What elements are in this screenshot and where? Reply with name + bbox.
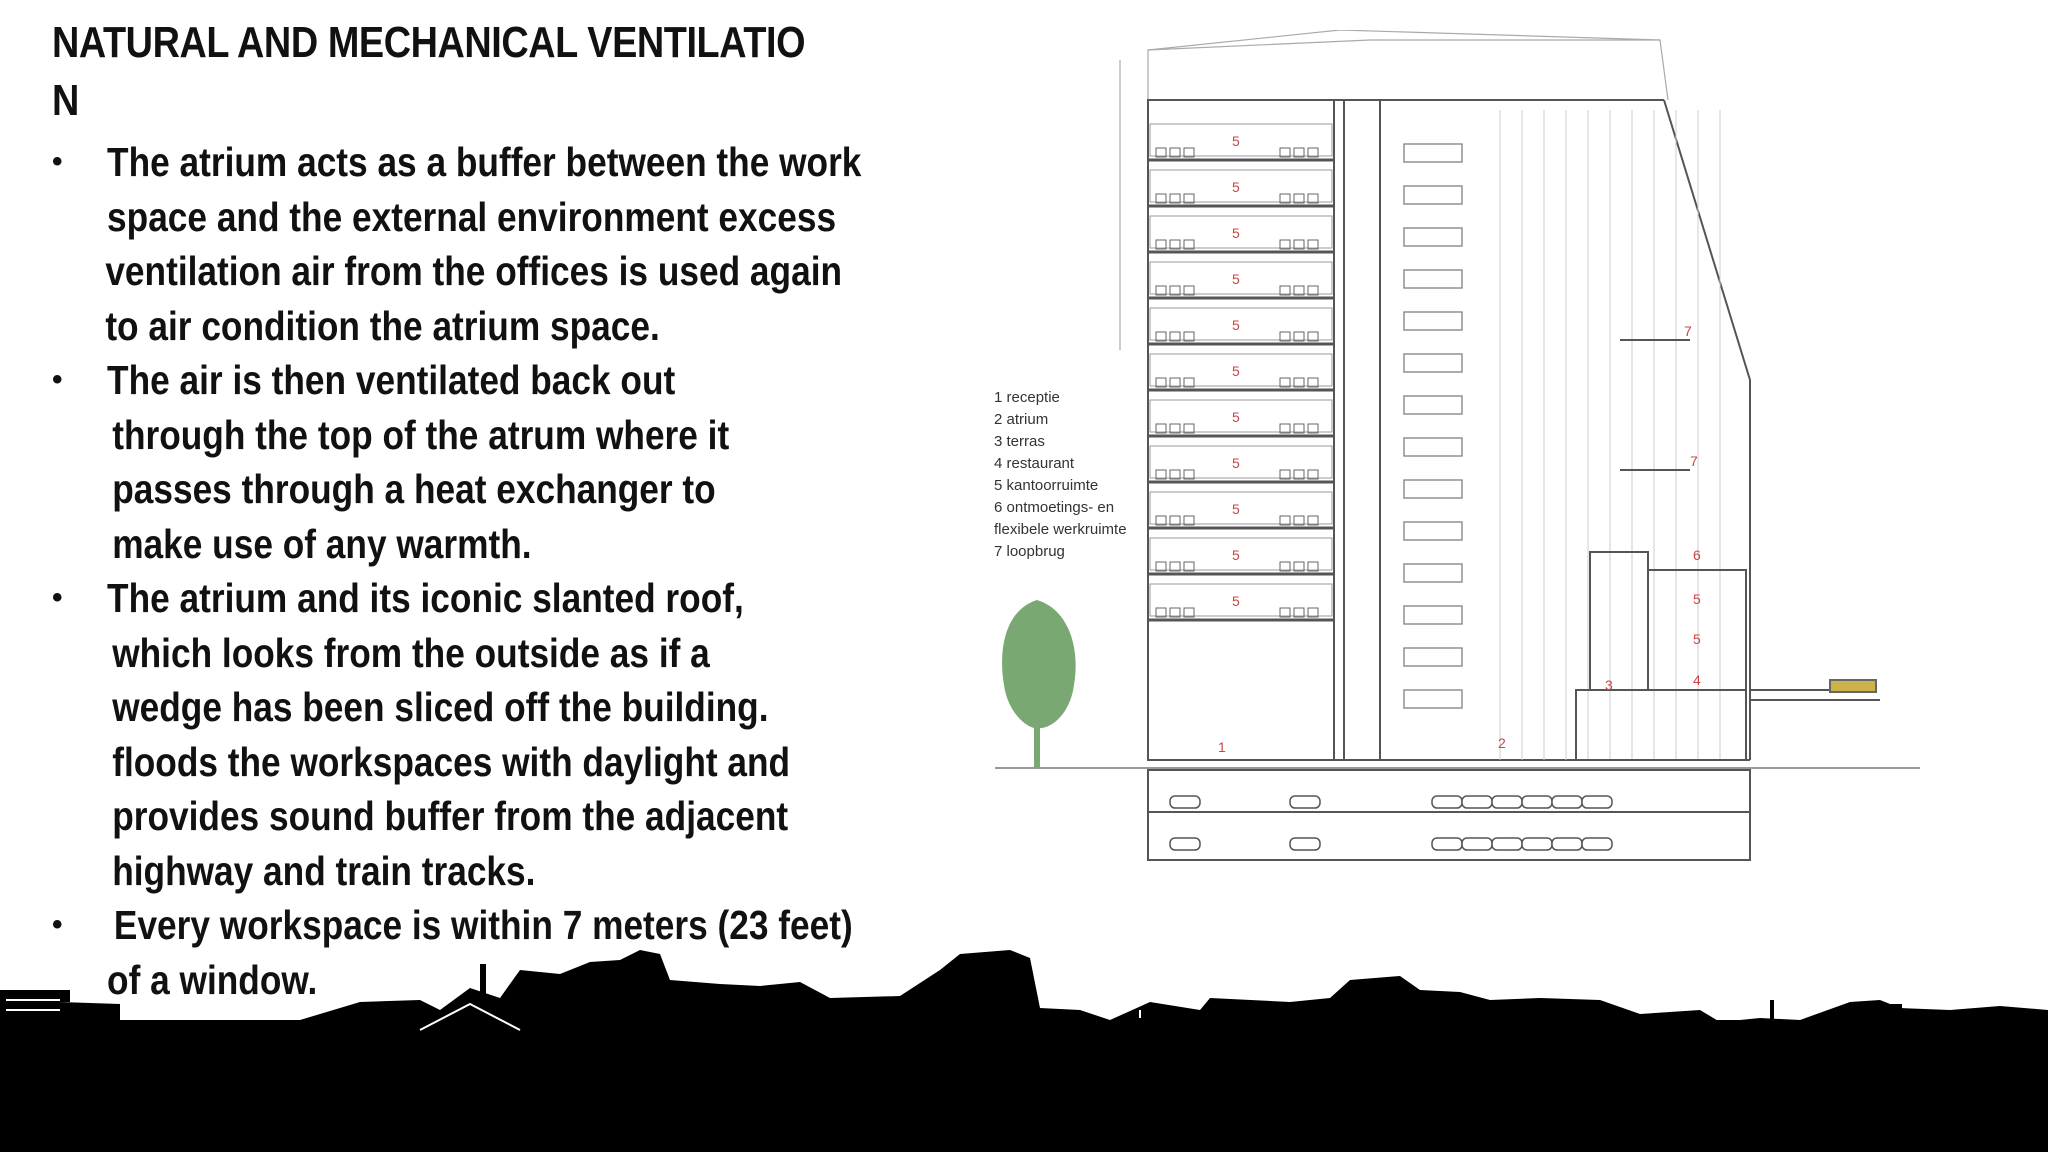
office-room [1150, 170, 1332, 202]
legend [994, 389, 1127, 560]
atrium-balcony [1404, 438, 1462, 456]
label-office-low-2: 5 [1693, 631, 1701, 647]
car [1170, 796, 1200, 808]
office-room [1150, 308, 1332, 340]
glass-roof-outline [1120, 30, 1668, 350]
car [1492, 838, 1522, 850]
bullet-item [52, 353, 952, 571]
legend-item: 1 receptie [994, 389, 1060, 406]
car [1582, 796, 1612, 808]
bullet-line: space and the external environment excess [107, 193, 837, 240]
label-restaurant: 4 [1693, 672, 1701, 688]
car [1552, 838, 1582, 850]
legend-item: 2 atrium [994, 411, 1049, 428]
floor-label: 5 [1232, 271, 1240, 287]
main-building [1148, 100, 1750, 760]
atrium-balcony [1404, 144, 1462, 162]
legend-item: flexibele werkruimte [994, 521, 1127, 538]
label-terrace: 3 [1605, 677, 1613, 693]
car [1522, 796, 1552, 808]
legend-item: 7 loopbrug [994, 543, 1065, 560]
office-floors [1148, 124, 1334, 620]
car [1290, 796, 1320, 808]
atrium-balcony [1404, 396, 1462, 414]
bullet-marker: • [52, 908, 63, 941]
bullet-item [52, 135, 952, 353]
bullet-line: to air condition the atrium space. [105, 302, 660, 349]
legend-item: 4 restaurant [994, 455, 1075, 472]
bullet-line: The air is then ventilated back out [107, 357, 676, 403]
office-room [1150, 400, 1332, 432]
label-office-low-1: 5 [1693, 591, 1701, 607]
bullet-line: The atrium and its iconic slanted roof, [107, 575, 744, 621]
bullet-line: of a window. [107, 956, 318, 1003]
car [1290, 838, 1320, 850]
floor-label: 5 [1232, 501, 1240, 517]
office-room [1150, 124, 1332, 156]
bullet-line: ventilation air from the offices is used again [105, 248, 843, 294]
city-skyline-silhouette [0, 940, 2048, 1152]
car [1462, 796, 1492, 808]
label-bridge-1: 7 [1684, 323, 1692, 339]
atrium-balcony [1404, 648, 1462, 666]
car [1522, 838, 1552, 850]
office-room [1150, 446, 1332, 478]
office-room [1150, 538, 1332, 570]
label-reception: 1 [1218, 739, 1226, 755]
atrium-core [1404, 144, 1462, 708]
legend-item: 6 ontmoetings- en [994, 499, 1115, 516]
bullet-line: Every workspace is within 7 meters (23 feet) [113, 902, 853, 948]
car [1582, 838, 1612, 850]
bullet-line: wedge has been sliced off the building. [112, 684, 769, 730]
office-room [1150, 354, 1332, 386]
bullet-line: highway and train tracks. [112, 847, 536, 894]
label-meeting: 6 [1693, 547, 1701, 563]
atrium-balcony [1404, 690, 1462, 708]
office-room [1150, 216, 1332, 248]
slide-title [52, 14, 809, 130]
atrium-balcony [1404, 522, 1462, 540]
car [1492, 796, 1522, 808]
floor-label: 5 [1232, 133, 1240, 149]
floor-label: 5 [1232, 225, 1240, 241]
floor-label: 5 [1232, 593, 1240, 609]
bullet-marker: • [52, 581, 63, 614]
atrium-balcony [1404, 480, 1462, 498]
tree [1002, 600, 1076, 768]
bullet-marker: • [52, 145, 63, 178]
bullet-line: The atrium acts as a buffer between the work [107, 139, 862, 185]
atrium-balcony [1404, 270, 1462, 288]
floor-label: 5 [1232, 547, 1240, 563]
car [1432, 796, 1462, 808]
title-line-1: NATURAL AND MECHANICAL VENTILATIO [52, 18, 806, 67]
bullet-item [52, 571, 952, 898]
parked-cars [1170, 796, 1612, 850]
car [1170, 838, 1200, 850]
floor-label: 5 [1232, 455, 1240, 471]
atrium-balcony [1404, 354, 1462, 372]
label-atrium: 2 [1498, 735, 1506, 751]
atrium-balcony [1404, 564, 1462, 582]
label-bridge-2: 7 [1690, 453, 1698, 469]
floor-label: 5 [1232, 179, 1240, 195]
bullet-line: passes through a heat exchanger to [112, 466, 716, 512]
bullet-marker: • [52, 363, 63, 396]
floor-label: 5 [1232, 409, 1240, 425]
bullet-list [52, 135, 952, 1007]
legend-item: 3 terras [994, 433, 1045, 450]
car [1462, 838, 1492, 850]
legend-item: 5 kantoorruimte [994, 477, 1099, 494]
low-wing [1576, 340, 1880, 760]
floor-label: 5 [1232, 363, 1240, 379]
office-room [1150, 262, 1332, 294]
floor-label: 5 [1232, 317, 1240, 333]
car [1432, 838, 1462, 850]
title-line-2: N [52, 76, 79, 125]
bullet-line: provides sound buffer from the adjacent [112, 793, 789, 839]
office-room [1150, 492, 1332, 524]
atrium-balcony [1404, 312, 1462, 330]
bullet-line: through the top of the atrum where it [112, 411, 730, 458]
office-room [1150, 584, 1332, 616]
atrium-glazing-grid [1500, 110, 1720, 760]
atrium-balcony [1404, 228, 1462, 246]
building-section-drawing [980, 30, 1940, 870]
atrium-balcony [1404, 186, 1462, 204]
atrium-balcony [1404, 606, 1462, 624]
bullet-line: which looks from the outside as if a [112, 629, 710, 676]
car [1552, 796, 1582, 808]
bullet-line: floods the workspaces with daylight and [112, 738, 791, 785]
bullet-line: make use of any warmth. [112, 520, 532, 567]
